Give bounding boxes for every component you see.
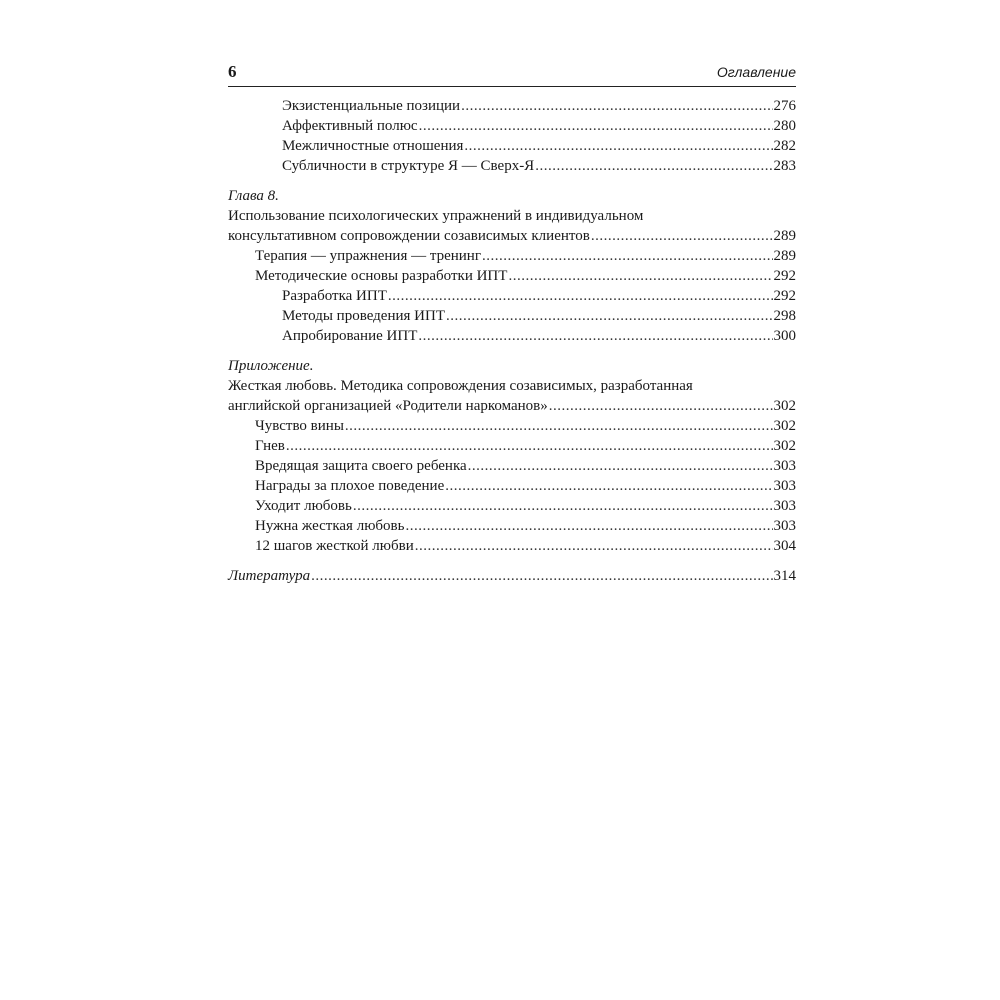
chapter-heading: Глава 8.: [228, 188, 279, 204]
toc-entry-label: Вредящая защита своего ребенка: [255, 458, 467, 474]
toc-entry-page: 289: [773, 228, 796, 244]
toc-entry[interactable]: [228, 116, 796, 136]
toc-entry-label: Гнев: [255, 438, 285, 454]
toc-entry-label: консультативном сопровождении созависимых клиентов: [228, 228, 590, 244]
toc-entry-page: 292: [773, 268, 796, 284]
toc-entry-page: 283: [773, 158, 796, 174]
toc-entry[interactable]: [228, 96, 796, 116]
toc-entry[interactable]: [228, 156, 796, 176]
toc-entry[interactable]: [228, 266, 796, 286]
dot-leader: [415, 536, 773, 556]
toc-block-chapter-8: [228, 186, 796, 346]
page-number: 6: [228, 62, 237, 81]
toc-entry-label: Экзистенциальные позиции: [282, 98, 461, 114]
dot-leader: [445, 476, 772, 496]
toc-entry-page: 280: [773, 118, 796, 134]
appendix-title-entry[interactable]: [228, 396, 796, 416]
toc-block-appendix: [228, 356, 796, 556]
toc-entry[interactable]: [228, 516, 796, 536]
toc-entry-label: Уходит любовь: [255, 498, 352, 514]
chapter-title-line[interactable]: Использование психологических упражнений в индивидуальном: [228, 208, 644, 224]
toc-entry-label: Субличности в структуре Я — Сверх-Я: [282, 158, 535, 174]
toc-entry-label: Межличностные отношения: [282, 138, 464, 154]
toc-entry-page: 302: [773, 398, 796, 414]
toc-entry[interactable]: [228, 496, 796, 516]
toc-entry-label: 12 шагов жесткой любви: [255, 538, 414, 554]
toc-entry[interactable]: [228, 246, 796, 266]
toc-entry-page: 303: [773, 478, 796, 494]
toc-entry-label: Литература: [228, 568, 311, 584]
table-of-contents: [228, 96, 796, 592]
toc-entry-label: Апробирование ИПТ: [282, 328, 418, 344]
toc-block-top: [228, 96, 796, 176]
toc-entry-page: 302: [773, 418, 796, 434]
toc-entry-page: 292: [773, 288, 796, 304]
dot-leader: [468, 456, 773, 476]
toc-entry[interactable]: [228, 456, 796, 476]
dot-leader: [311, 566, 772, 586]
toc-entry-label: Терапия — упражнения — тренинг: [255, 248, 481, 264]
dot-leader: [286, 436, 773, 456]
dot-leader: [508, 266, 772, 286]
dot-leader: [482, 246, 773, 266]
dot-leader: [388, 286, 773, 306]
toc-block-literature: [228, 566, 796, 586]
dot-leader: [353, 496, 773, 516]
dot-leader: [535, 156, 772, 176]
toc-entry-page: 289: [773, 248, 796, 264]
toc-entry[interactable]: [228, 326, 796, 346]
literature-entry[interactable]: [228, 566, 796, 586]
toc-entry-label: Чувство вины: [255, 418, 344, 434]
toc-entry[interactable]: [228, 536, 796, 556]
toc-entry-label: Награды за плохое поведение: [255, 478, 445, 494]
toc-entry-page: 276: [773, 98, 796, 114]
toc-entry-page: 303: [773, 498, 796, 514]
toc-entry-page: 304: [773, 538, 796, 554]
appendix-title-line[interactable]: Жесткая любовь. Методика сопровождения созависимых, разработанная: [228, 378, 693, 394]
toc-entry-page: 300: [773, 328, 796, 344]
toc-entry-page: 298: [773, 308, 796, 324]
toc-entry-label: Методы проведения ИПТ: [282, 308, 445, 324]
dot-leader: [446, 306, 773, 326]
toc-entry-label: Методические основы разработки ИПТ: [255, 268, 508, 284]
toc-entry[interactable]: [228, 306, 796, 326]
dot-leader: [591, 226, 773, 246]
toc-entry-page: 314: [773, 568, 796, 584]
chapter-title-entry[interactable]: [228, 226, 796, 246]
dot-leader: [405, 516, 772, 536]
dot-leader: [461, 96, 772, 116]
toc-entry-page: 303: [773, 518, 796, 534]
dot-leader: [419, 116, 773, 136]
toc-entry[interactable]: [228, 476, 796, 496]
dot-leader: [549, 396, 773, 416]
toc-entry[interactable]: [228, 416, 796, 436]
running-title: Оглавление: [716, 64, 796, 80]
toc-entry[interactable]: [228, 436, 796, 456]
page-header: [228, 60, 796, 87]
toc-entry-page: 303: [773, 458, 796, 474]
toc-entry-label: Разработка ИПТ: [282, 288, 387, 304]
toc-entry[interactable]: [228, 286, 796, 306]
toc-entry-label: Аффективный полюс: [282, 118, 418, 134]
appendix-heading: Приложение.: [228, 358, 314, 374]
toc-entry[interactable]: [228, 136, 796, 156]
toc-entry-page: 282: [773, 138, 796, 154]
dot-leader: [418, 326, 772, 346]
toc-entry-label: Нужна жесткая любовь: [255, 518, 405, 534]
toc-entry-label: английской организацией «Родители наркоманов»: [228, 398, 548, 414]
dot-leader: [345, 416, 773, 436]
dot-leader: [464, 136, 772, 156]
toc-entry-page: 302: [773, 438, 796, 454]
